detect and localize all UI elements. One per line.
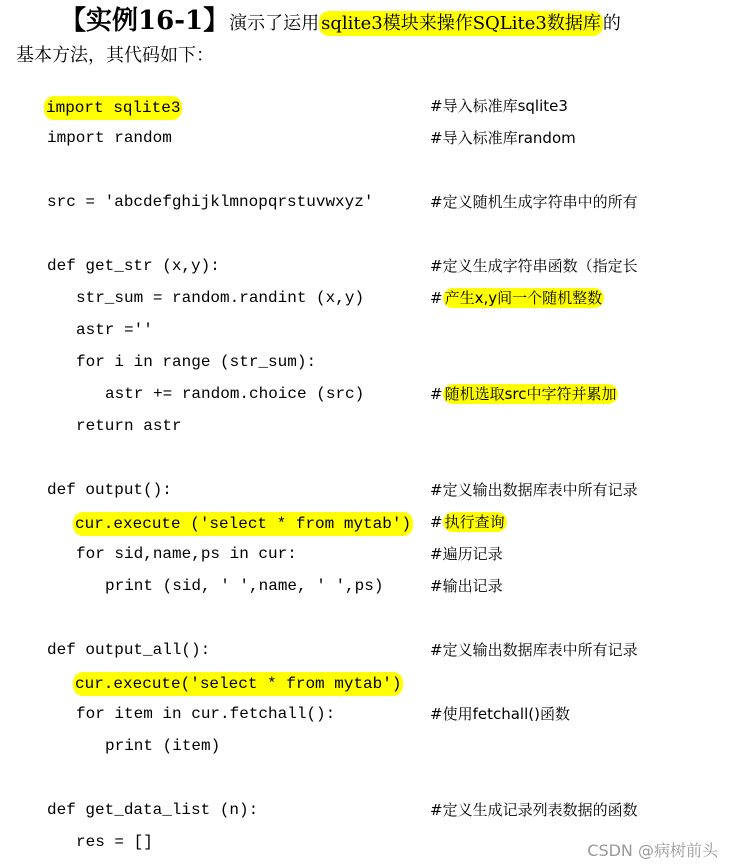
code-comment — [430, 512, 640, 532]
code-text: for item in cur.fetchall(): — [76, 705, 336, 723]
title-bracket-open: 【 — [60, 6, 87, 36]
code-line — [0, 90, 640, 122]
example-title: 实例16-1 — [86, 6, 204, 36]
code-text: cur.execute ('select * from mytab') — [73, 512, 413, 536]
code-line — [0, 346, 640, 378]
code-line — [0, 410, 640, 442]
code-line — [0, 314, 640, 346]
code-line — [0, 506, 640, 538]
code-comment — [430, 288, 640, 308]
code-comment: #定义生成记录列表数据的函数 — [430, 801, 638, 819]
code-text: def get_str (x,y): — [47, 257, 220, 275]
code-text: import sqlite3 — [44, 96, 182, 120]
code-text: cur.execute('select * from mytab') — [73, 672, 403, 696]
csdn-watermark: CSDN @病树前头 — [587, 841, 718, 860]
code-comment: #定义输出数据库表中所有记录 — [430, 641, 638, 659]
code-comment: #导入标准库random — [430, 129, 576, 147]
code-line — [0, 826, 640, 858]
code-text: print (item) — [105, 737, 221, 755]
intro-line-2: 基本方法，其代码如下： — [16, 45, 214, 66]
code-line — [0, 570, 640, 602]
code-text: def output_all(): — [47, 641, 211, 659]
code-text: def get_data_list (n): — [47, 801, 259, 819]
comment-hash: # — [430, 289, 443, 307]
code-comment: #定义输出数据库表中所有记录 — [430, 481, 638, 499]
code-line — [0, 282, 640, 314]
code-text: for i in range (str_sum): — [76, 353, 317, 371]
code-comment: #定义随机生成字符串中的所有 — [430, 193, 638, 211]
code-line — [0, 762, 640, 794]
code-line — [0, 250, 640, 282]
intro-text-after: 的 — [602, 13, 621, 34]
intro-highlight: sqlite3模块来操作SQLite3数据库 — [321, 13, 601, 34]
comment-hash: # — [430, 385, 443, 403]
code-text: for sid,name,ps in cur: — [76, 545, 297, 563]
code-comment: #使用fetchall()函数 — [430, 705, 570, 723]
code-line — [0, 602, 640, 634]
comment-hash: # — [430, 513, 443, 531]
code-line — [0, 538, 640, 570]
code-comment — [430, 384, 640, 404]
code-text: import random — [47, 129, 172, 147]
title-bracket-close: 】 — [203, 6, 230, 36]
code-comment: #导入标准库sqlite3 — [430, 97, 568, 115]
code-text: def output(): — [47, 481, 172, 499]
code-line — [0, 634, 640, 666]
code-text: astr ='' — [76, 321, 153, 339]
intro-text-before: 演示了运用 — [229, 13, 320, 34]
code-line — [0, 698, 640, 730]
code-listing — [0, 90, 640, 867]
code-text: str_sum = random.randint (x,y) — [76, 289, 365, 307]
code-text: return astr — [76, 417, 182, 435]
code-line — [0, 730, 640, 762]
code-line — [0, 154, 640, 186]
code-line — [0, 186, 640, 218]
code-line — [0, 474, 640, 506]
code-text: src = 'abcdefghijklmnopqrstuvwxyz' — [47, 193, 374, 211]
comment-highlight: 产生x,y间一个随机整数 — [444, 289, 603, 307]
intro-line-1 — [60, 4, 621, 41]
code-comment: #定义生成字符串函数（指定长 — [430, 257, 638, 275]
code-text: print (sid, ' ',name, ' ',ps) — [105, 577, 384, 595]
code-text: astr += random.choice (src) — [105, 385, 365, 403]
code-line — [0, 794, 640, 826]
code-comment: #输出记录 — [430, 577, 503, 595]
code-line — [0, 666, 640, 698]
code-line — [0, 378, 640, 410]
code-comment: #遍历记录 — [430, 545, 503, 563]
code-line — [0, 122, 640, 154]
code-line — [0, 442, 640, 474]
code-line — [0, 218, 640, 250]
code-text: res = [] — [76, 833, 153, 851]
comment-highlight: 随机选取src中字符并累加 — [444, 385, 617, 403]
comment-highlight: 执行查询 — [444, 513, 505, 531]
